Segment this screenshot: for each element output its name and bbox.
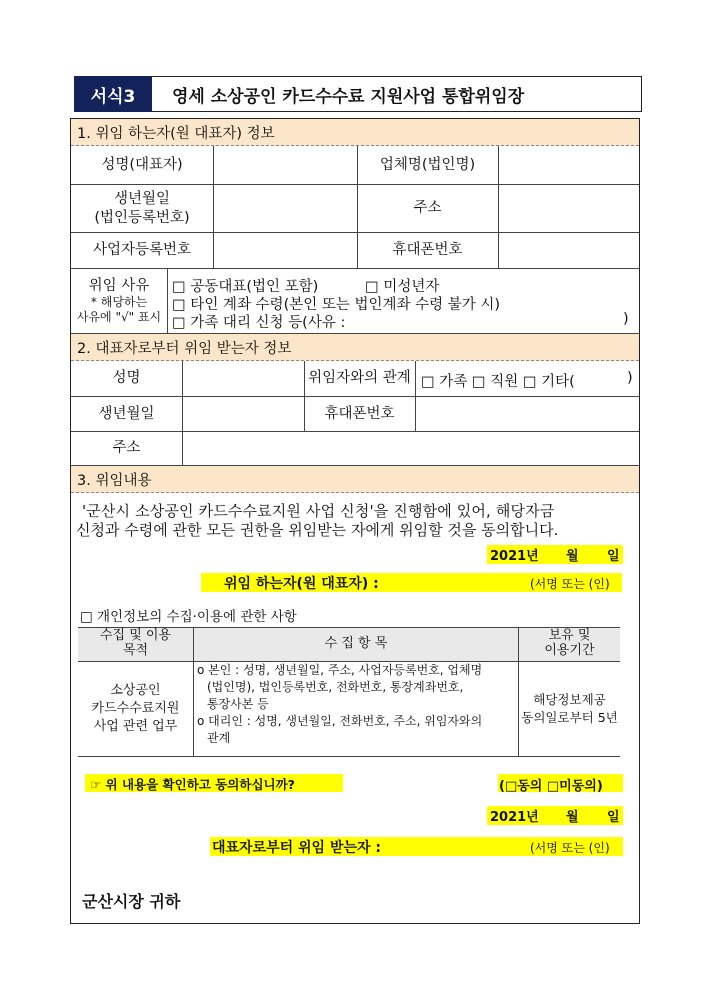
proxy-birth-field[interactable] [183,397,304,431]
relation-label: 위임자와의 관계 [308,370,411,387]
col-period-header [519,627,620,661]
items-line-2a: o 대리인 : 성명, 생년월일, 전화번호, 주소, 위임자와의 [197,714,483,728]
reason-family-proxy-checkbox[interactable]: □ 가족 대리 신청 등(사유 : [172,315,346,331]
col-purpose-header-line2: 목적 [122,643,149,658]
period-cell [519,662,620,756]
delegatee-sign-hint: (서명 또는 (인) [530,841,610,855]
date-day: 일 [607,549,620,564]
col-purpose-header-line1: 수집 및 이용 [99,628,172,644]
bizno-label: 사업자등록번호 [92,242,192,259]
items-line-2b: 관계 [207,731,231,745]
rep-birth-label-line2: (법인등록번호) [94,209,190,226]
period-line2: 동의일로부터 5년 [521,710,618,725]
delegatee-label: 대표자로부터 위임 받는자 : [212,840,381,856]
purpose-line2: 카드수수료지원 [91,700,180,716]
consent-paragraph-line1: '군산시 소상공인 카드수수료지원 사업 신청'을 진행함에 있어, 해당자금 [82,502,555,520]
reason-minor-checkbox[interactable]: □ 미성년자 [365,279,440,295]
date2-day: 일 [607,810,620,825]
date-month: 월 [566,549,579,564]
proxy-phone-field[interactable] [416,397,639,431]
relation-close-paren: ) [627,370,633,386]
proxy-address-label: 주소 [112,440,141,457]
rep-address-field[interactable] [499,185,639,232]
proxy-phone-label: 휴대폰번호 [324,405,395,422]
proxy-name-field[interactable] [183,361,304,396]
purpose-line3: 사업 관련 업무 [93,719,178,735]
items-line-1b: (법인명), 법인등록번호, 전화번호, 통장계좌번호, [207,680,464,694]
rep-name-field[interactable] [214,146,357,184]
section2-table [71,361,639,466]
rep-birth-label [71,185,213,232]
bizno-field[interactable] [214,233,357,268]
rep-phone-field[interactable] [499,233,639,268]
date-year: 2021년 [490,549,539,564]
addressee: 군산시장 귀하 [82,892,181,911]
items-line-1a: o 본인 : 성명, 생년월일, 주소, 사업자등록번호, 업체명 [197,663,483,677]
col-items-header: 수 집 항 목 [324,635,388,651]
delegator-sign-hint: (서명 또는 (인) [530,577,610,591]
reason-other-account-checkbox[interactable]: □ 타인 계좌 수령(본인 또는 법인계좌 수령 불가 시) [172,297,501,313]
reason-label-cell [71,269,167,333]
confirm-question: ☞ 위 내용을 확인하고 동의하십니까? [90,777,295,792]
reason-label: 위임 사유 [88,277,150,294]
privacy-title[interactable]: □ 개인정보의 수집·이용에 관한 사항 [80,609,297,625]
col-period-header-line2: 이용기간 [544,643,595,658]
reason-note-2: 사유에 "√" 표시 [76,309,162,324]
delegator-label: 위임 하는자(원 대표자) : [224,576,379,592]
consent-options[interactable]: (□동의 □미동의) [499,779,603,794]
rep-name-label: 성명(대표자) [101,156,183,173]
reason-close-paren: ) [623,311,629,327]
period-line1: 해당정보제공 [533,691,606,707]
proxy-name-label: 성명 [112,370,141,387]
items-line-1c: 통장사본 등 [207,697,269,711]
company-name-label: 업체명(법인명) [379,156,476,173]
rep-address-label: 주소 [413,200,442,217]
rep-phone-label: 휴대폰번호 [392,242,463,259]
purpose-cell [78,662,193,756]
date2-year: 2021년 [490,810,539,825]
purpose-line1: 소상공인 [110,682,161,698]
relation-options[interactable]: □ 가족 □ 직원 □ 기타( [421,374,575,390]
section1-title: 1. 위임 하는자(원 대표자) 정보 [71,119,639,146]
privacy-table [78,627,620,757]
rep-birth-field[interactable] [214,185,357,232]
section1-table [71,146,639,333]
col-period-header-line1: 보유 및 [548,628,591,644]
items-cell [197,662,517,747]
section2-title: 2. 대표자로부터 위임 받는자 정보 [71,334,639,361]
form-title: 영세 소상공인 카드수수료 지원사업 통합위임장 [172,86,525,107]
reason-joint-rep-checkbox[interactable]: □ 공동대표(법인 포함) [172,279,319,295]
consent-paragraph-line2: 신청과 수령에 관한 모든 권한을 위임받는 자에게 위임할 것을 동의합니다. [76,521,559,539]
rep-birth-label-line1: 생년월일 [113,190,171,207]
company-name-field[interactable] [499,146,639,184]
col-purpose-header [78,627,193,661]
section3-title: 3. 위임내용 [71,466,639,493]
date2-month: 월 [566,810,579,825]
reason-note-1: * 해당하는 [90,295,148,310]
proxy-address-field[interactable] [183,432,639,465]
proxy-birth-label: 생년월일 [98,405,155,422]
form-number-badge: 서식3 [74,76,152,112]
